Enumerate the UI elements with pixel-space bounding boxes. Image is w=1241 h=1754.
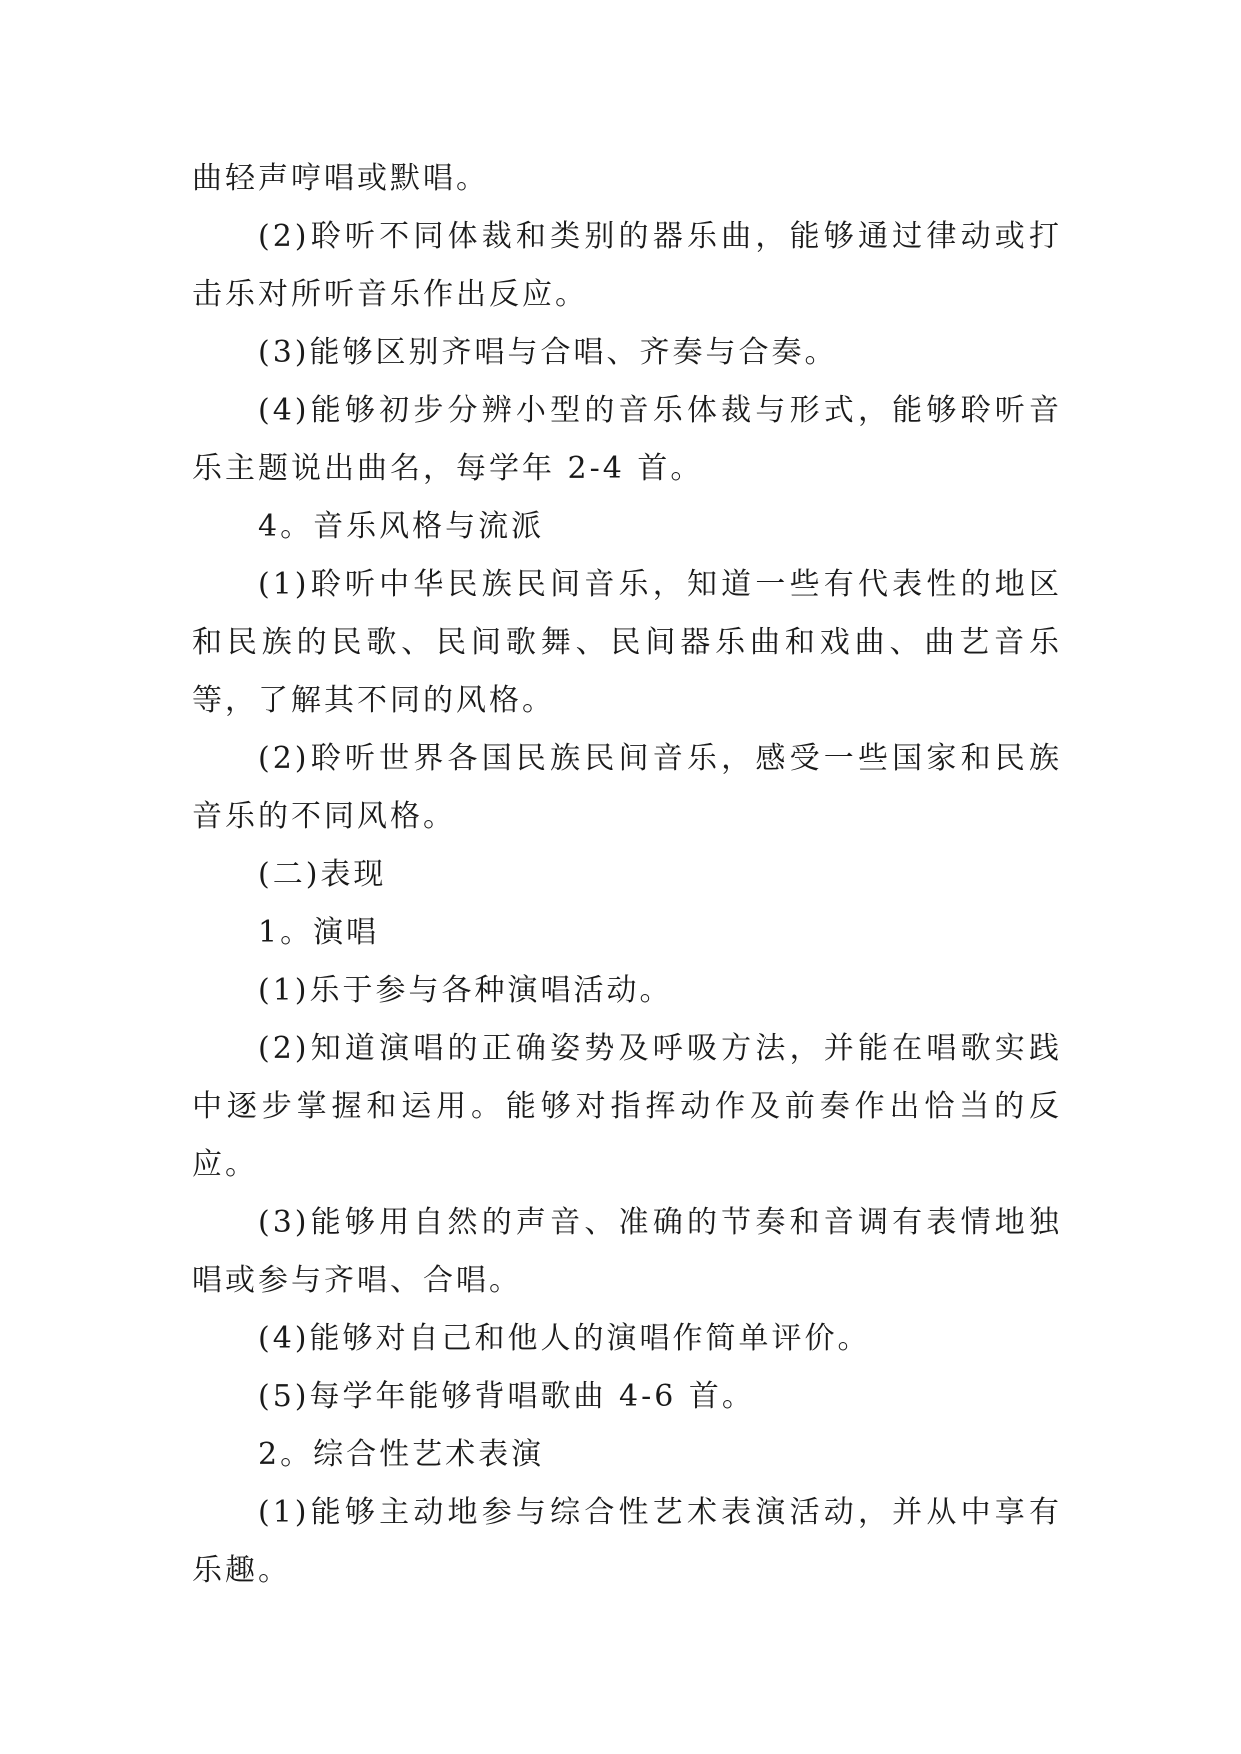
paragraph-item-1-participation: (1)能够主动地参与综合性艺术表演活动，并从中享有乐趣。: [192, 1495, 1062, 1588]
paragraph-item-1-folk-music: (1)聆听中华民族民间音乐，知道一些有代表性的地区和民族的民歌、民间歌舞、民间器乐曲和戏曲、曲艺音乐等，了解其不同的风格。: [192, 567, 1062, 718]
paragraph-item-2-world-music: (2)聆听世界各国民族民间音乐，感受一些国家和民族音乐的不同风格。: [192, 741, 1062, 834]
subsection-heading-singing: 1。演唱: [258, 915, 380, 950]
paragraph-item-3-distinguish: (3)能够区别齐唱与合唱、齐奏与合奏。: [258, 335, 838, 370]
paragraph-item-2-posture-breathing: (2)知道演唱的正确姿势及呼吸方法，并能在唱歌实践中逐步掌握和运用。能够对指挥动作及前奏作出恰当的反应。: [192, 1031, 1062, 1182]
paragraph-item-4-genres: (4)能够初步分辨小型的音乐体裁与形式，能够聆听音乐主题说出曲名，每学年 2-4 首。: [192, 393, 1062, 486]
document-body: [192, 150, 1062, 1600]
paragraph-item-1-singing-activities: (1)乐于参与各种演唱活动。: [258, 973, 673, 1008]
section-heading-performance: (二)表现: [258, 857, 387, 892]
paragraph-continuation: 曲轻声哼唱或默唱。: [192, 161, 489, 196]
section-heading-music-style: 4。音乐风格与流派: [258, 509, 545, 544]
paragraph-item-5-memorize: (5)每学年能够背唱歌曲 4-6 首。: [258, 1379, 755, 1414]
paragraph-item-3-natural-voice: (3)能够用自然的声音、准确的节奏和音调有表情地独唱或参与齐唱、合唱。: [192, 1205, 1062, 1298]
paragraph-item-4-evaluation: (4)能够对自己和他人的演唱作简单评价。: [258, 1321, 871, 1356]
subsection-heading-comprehensive-arts: 2。综合性艺术表演: [258, 1437, 545, 1472]
paragraph-item-2-instrumental: (2)聆听不同体裁和类别的器乐曲，能够通过律动或打击乐对所听音乐作出反应。: [192, 219, 1062, 312]
